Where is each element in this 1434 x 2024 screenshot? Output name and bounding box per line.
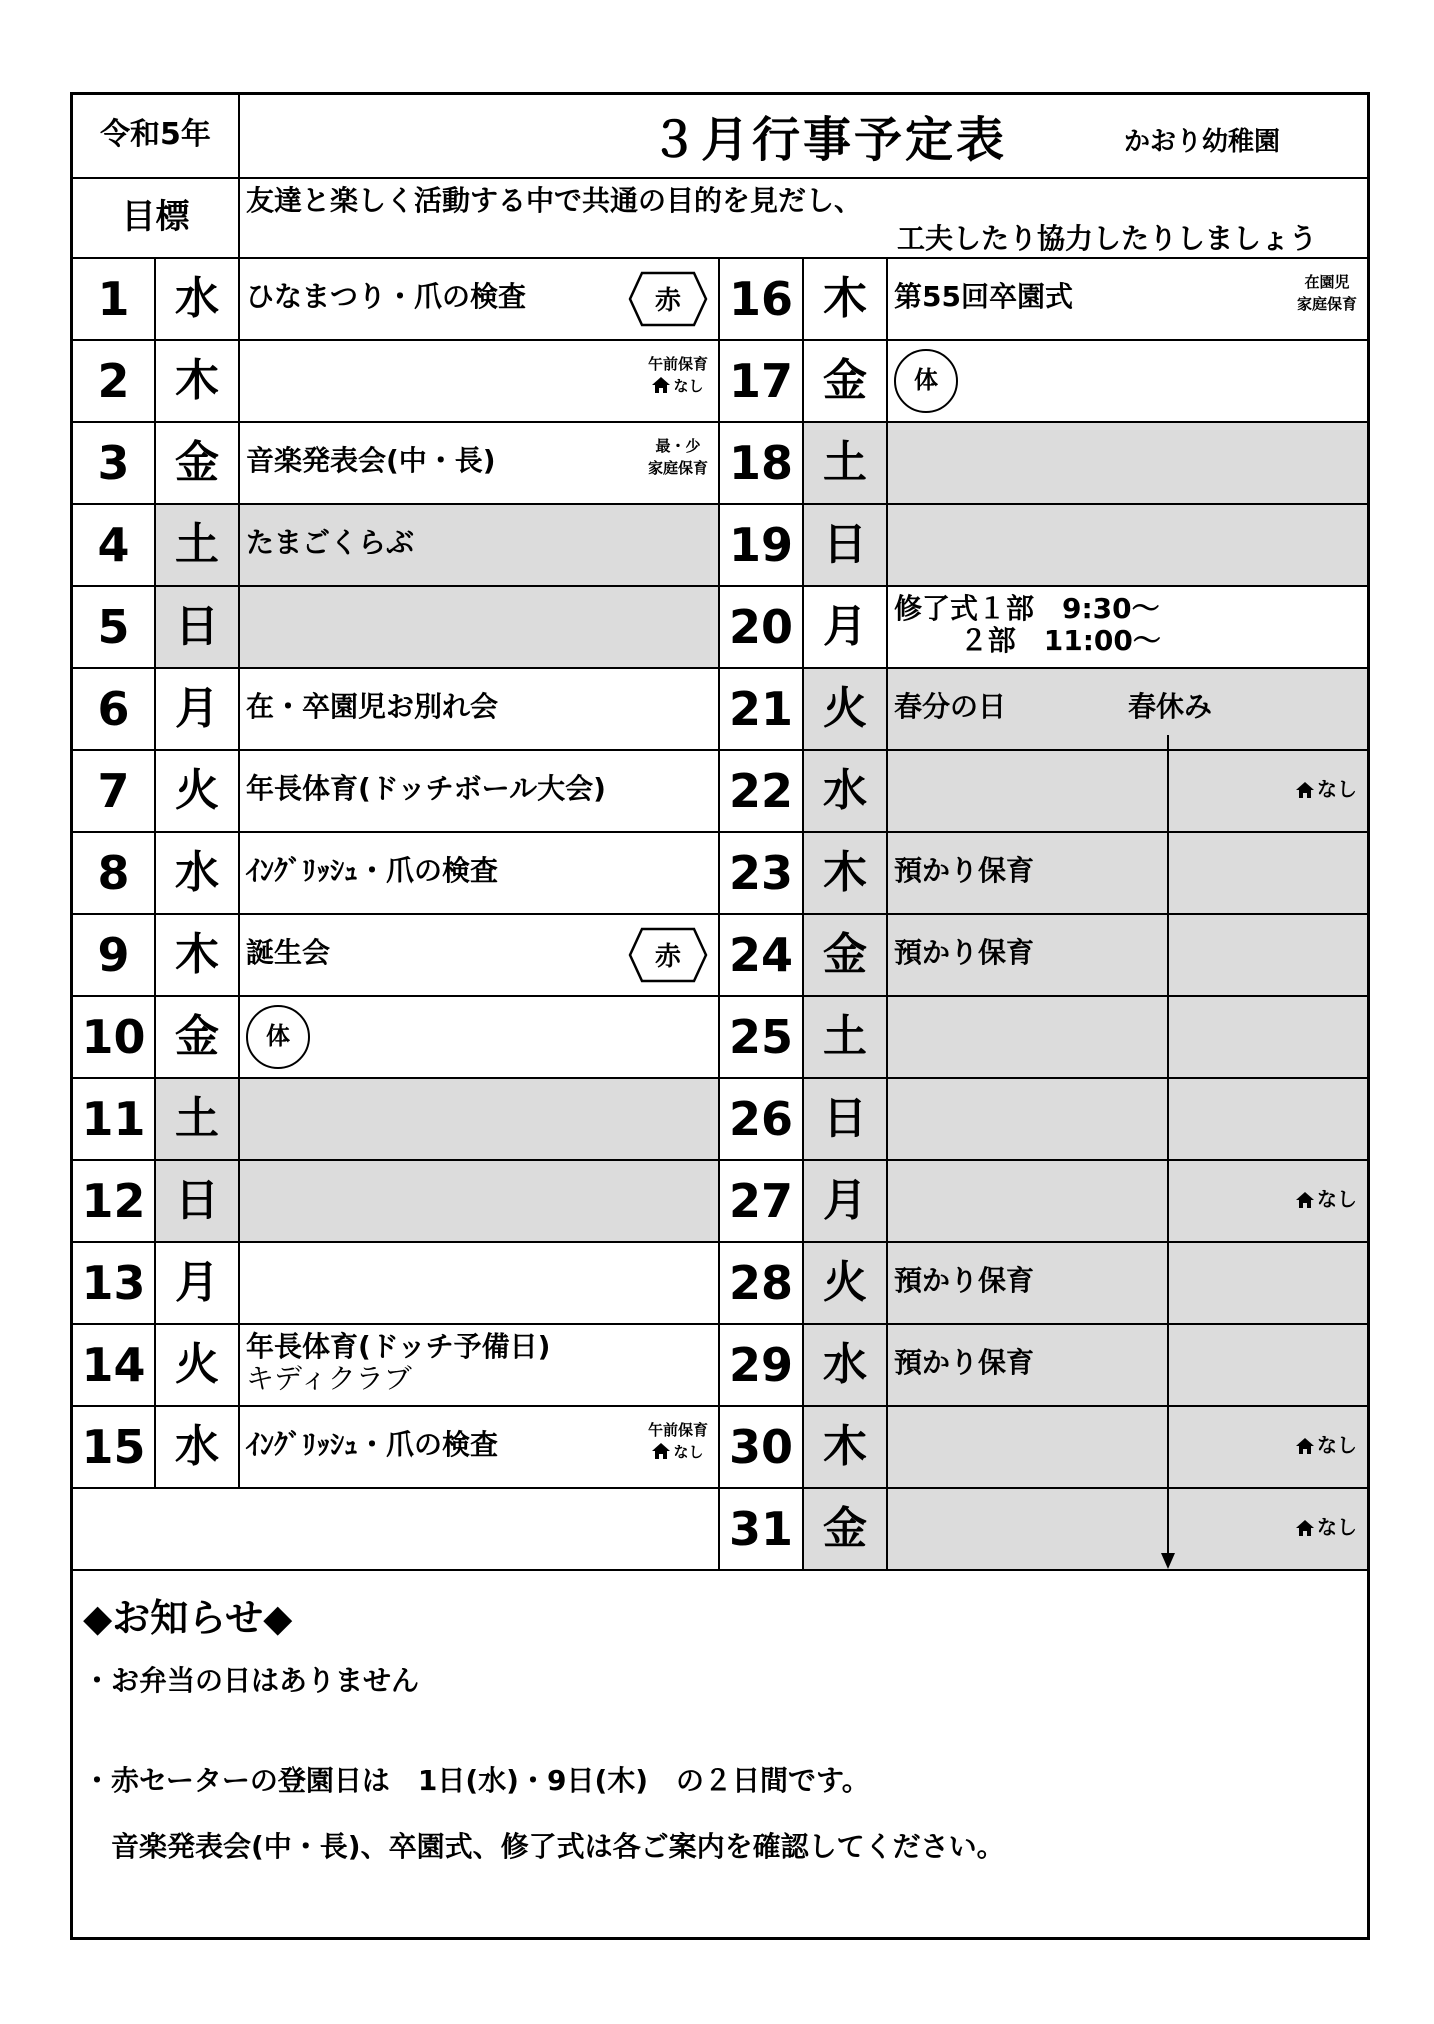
left-day-number: 10 (73, 997, 156, 1079)
right-weekday: 金 (804, 341, 888, 423)
left-event-cell (240, 669, 720, 751)
right-day-number: 21 (720, 669, 804, 751)
goal-line-2: 工夫したり協力したりしましょう (896, 222, 1317, 255)
right-day-number: 25 (720, 997, 804, 1079)
left-day-number: 15 (73, 1407, 156, 1489)
right-weekday: 日 (804, 505, 888, 587)
left-weekday: 木 (156, 341, 240, 423)
right-weekday: 火 (804, 669, 888, 751)
right-weekday: 金 (804, 1489, 888, 1571)
right-event-cell (888, 505, 1367, 587)
schedule-sheet (70, 92, 1370, 1940)
right-weekday: 土 (804, 997, 888, 1079)
home-icon (1296, 782, 1314, 798)
right-event-cell (888, 423, 1367, 505)
event-text: 春分の日 (894, 690, 1007, 723)
goal-line-1: 友達と楽しく活動する中で共通の目的を見だし、 (246, 184, 863, 217)
left-event-cell (240, 997, 720, 1079)
left-event-cell (240, 587, 720, 669)
no-bus-note: なし (1296, 1161, 1357, 1237)
page-title: ３月行事予定表 (650, 112, 1008, 168)
right-day-number: 26 (720, 1079, 804, 1161)
goal-text (240, 179, 1367, 259)
right-event-cell (888, 1407, 1367, 1489)
right-day-number: 27 (720, 1161, 804, 1243)
left-weekday: 水 (156, 833, 240, 915)
notice-title: ◆お知らせ◆ (83, 1596, 293, 1640)
event-text: 在・卒園児お別れ会 (246, 690, 499, 723)
left-weekday: 火 (156, 751, 240, 833)
right-weekday: 火 (804, 1243, 888, 1325)
right-event-cell (888, 915, 1367, 997)
no-bus-note: なし (1296, 1489, 1357, 1565)
school-name: かおり幼稚園 (1124, 127, 1281, 157)
right-event-cell (888, 833, 1367, 915)
right-event-cell (888, 751, 1367, 833)
right-event-cell (888, 259, 1367, 341)
spring-break-arrow (1153, 735, 1183, 1575)
notice-line-2: ・赤セーターの登園日は 1日(水)・9日(木) の２日間です。 (83, 1764, 870, 1797)
home-icon (1296, 1438, 1314, 1454)
event-text: ｲﾝｸﾞﾘｯｼｭ・爪の検査 (246, 854, 499, 887)
left-weekday: 木 (156, 915, 240, 997)
event-subtext: ２部 11:00～ (894, 624, 1161, 657)
left-weekday: 日 (156, 1161, 240, 1243)
right-weekday: 金 (804, 915, 888, 997)
left-weekday: 月 (156, 669, 240, 751)
event-subtext: キディクラブ (246, 1362, 412, 1395)
right-day-number: 29 (720, 1325, 804, 1407)
left-day-number: 12 (73, 1161, 156, 1243)
title-cell (240, 95, 1367, 179)
red-sweater-hexagon-icon (628, 927, 708, 983)
left-weekday: 火 (156, 1325, 240, 1407)
right-weekday: 日 (804, 1079, 888, 1161)
right-event-cell (888, 1161, 1367, 1243)
right-event-cell (888, 341, 1367, 423)
event-text: 預かり保育 (894, 854, 1035, 887)
left-event-cell (240, 341, 720, 423)
left-day-number: 8 (73, 833, 156, 915)
era-cell: 令和5年 (73, 95, 240, 179)
right-day-number: 18 (720, 423, 804, 505)
right-weekday: 水 (804, 1325, 888, 1407)
left-day-number: 14 (73, 1325, 156, 1407)
empty-cell (73, 1489, 720, 1571)
no-bus-note: なし (1296, 1407, 1357, 1483)
right-day-number: 22 (720, 751, 804, 833)
left-event-cell (240, 1243, 720, 1325)
right-weekday: 土 (804, 423, 888, 505)
right-weekday: 木 (804, 259, 888, 341)
event-note: 在園児 家庭保育 (1296, 273, 1357, 313)
right-day-number: 19 (720, 505, 804, 587)
left-weekday: 水 (156, 259, 240, 341)
left-event-cell (240, 1079, 720, 1161)
left-weekday: 日 (156, 587, 240, 669)
left-weekday: 土 (156, 505, 240, 587)
right-weekday: 水 (804, 751, 888, 833)
left-event-cell (240, 915, 720, 997)
right-day-number: 20 (720, 587, 804, 669)
left-event-cell (240, 505, 720, 587)
event-text: ひなまつり・爪の検査 (246, 280, 527, 313)
pe-class-circle-icon: 体 (894, 349, 958, 413)
event-text: 年長体育(ドッチボール大会) (246, 772, 606, 805)
home-icon (652, 377, 670, 393)
notice-line-3: 音楽発表会(中・長)、卒園式、修了式は各ご案内を確認してください。 (83, 1830, 1005, 1863)
right-weekday: 木 (804, 1407, 888, 1489)
left-day-number: 11 (73, 1079, 156, 1161)
right-weekday: 木 (804, 833, 888, 915)
home-icon (1296, 1192, 1314, 1208)
right-day-number: 30 (720, 1407, 804, 1489)
event-note: 午前保育 なし (647, 355, 708, 395)
no-bus-note: なし (1296, 751, 1357, 827)
event-text: 預かり保育 (894, 1346, 1035, 1379)
event-text: 預かり保育 (894, 936, 1035, 969)
event-text: 修了式１部 9:30～ ２部 11:00～ (888, 587, 1367, 657)
left-event-cell (240, 1325, 720, 1407)
right-day-number: 23 (720, 833, 804, 915)
left-day-number: 1 (73, 259, 156, 341)
pe-class-circle-icon: 体 (246, 1005, 310, 1069)
right-weekday: 月 (804, 587, 888, 669)
red-sweater-hexagon-icon (628, 271, 708, 327)
event-text: ｲﾝｸﾞﾘｯｼｭ・爪の検査 (246, 1428, 499, 1461)
right-event-cell (888, 1243, 1367, 1325)
left-weekday: 月 (156, 1243, 240, 1325)
left-weekday: 土 (156, 1079, 240, 1161)
left-weekday: 水 (156, 1407, 240, 1489)
right-day-number: 28 (720, 1243, 804, 1325)
goal-label: 目標 (73, 179, 240, 259)
left-day-number: 6 (73, 669, 156, 751)
svg-text:赤: 赤 (654, 942, 682, 972)
event-text: 第55回卒園式 (894, 280, 1073, 313)
left-day-number: 9 (73, 915, 156, 997)
left-event-cell (240, 751, 720, 833)
left-event-cell (240, 1161, 720, 1243)
right-weekday: 月 (804, 1161, 888, 1243)
home-icon (652, 1443, 670, 1459)
left-day-number: 4 (73, 505, 156, 587)
left-event-cell (240, 833, 720, 915)
left-day-number: 3 (73, 423, 156, 505)
right-event-cell (888, 1325, 1367, 1407)
home-icon (1296, 1520, 1314, 1536)
event-text: たまごくらぶ (246, 526, 415, 559)
right-day-number: 24 (720, 915, 804, 997)
spring-break-label: 春休み (1128, 690, 1213, 723)
left-day-number: 2 (73, 341, 156, 423)
right-day-number: 17 (720, 341, 804, 423)
left-day-number: 5 (73, 587, 156, 669)
left-weekday: 金 (156, 423, 240, 505)
right-event-cell (888, 669, 1367, 751)
left-event-cell (240, 1407, 720, 1489)
left-weekday: 金 (156, 997, 240, 1079)
event-note: 最・少 家庭保育 (647, 437, 708, 477)
event-text: 預かり保育 (894, 1264, 1035, 1297)
svg-text:赤: 赤 (654, 286, 682, 316)
right-event-cell (888, 587, 1367, 669)
right-day-number: 31 (720, 1489, 804, 1571)
left-event-cell (240, 259, 720, 341)
right-event-cell (888, 997, 1367, 1079)
event-text: 誕生会 (246, 936, 331, 969)
left-event-cell (240, 423, 720, 505)
right-day-number: 16 (720, 259, 804, 341)
right-event-cell (888, 1079, 1367, 1161)
left-day-number: 13 (73, 1243, 156, 1325)
event-text: 音楽発表会(中・長) (246, 444, 496, 477)
right-event-cell (888, 1489, 1367, 1571)
notice-line-1: ・お弁当の日はありません (83, 1664, 420, 1697)
event-text: 年長体育(ドッチ予備日) キディクラブ (240, 1325, 718, 1395)
event-note: 午前保育 なし (647, 1421, 708, 1461)
left-day-number: 7 (73, 751, 156, 833)
